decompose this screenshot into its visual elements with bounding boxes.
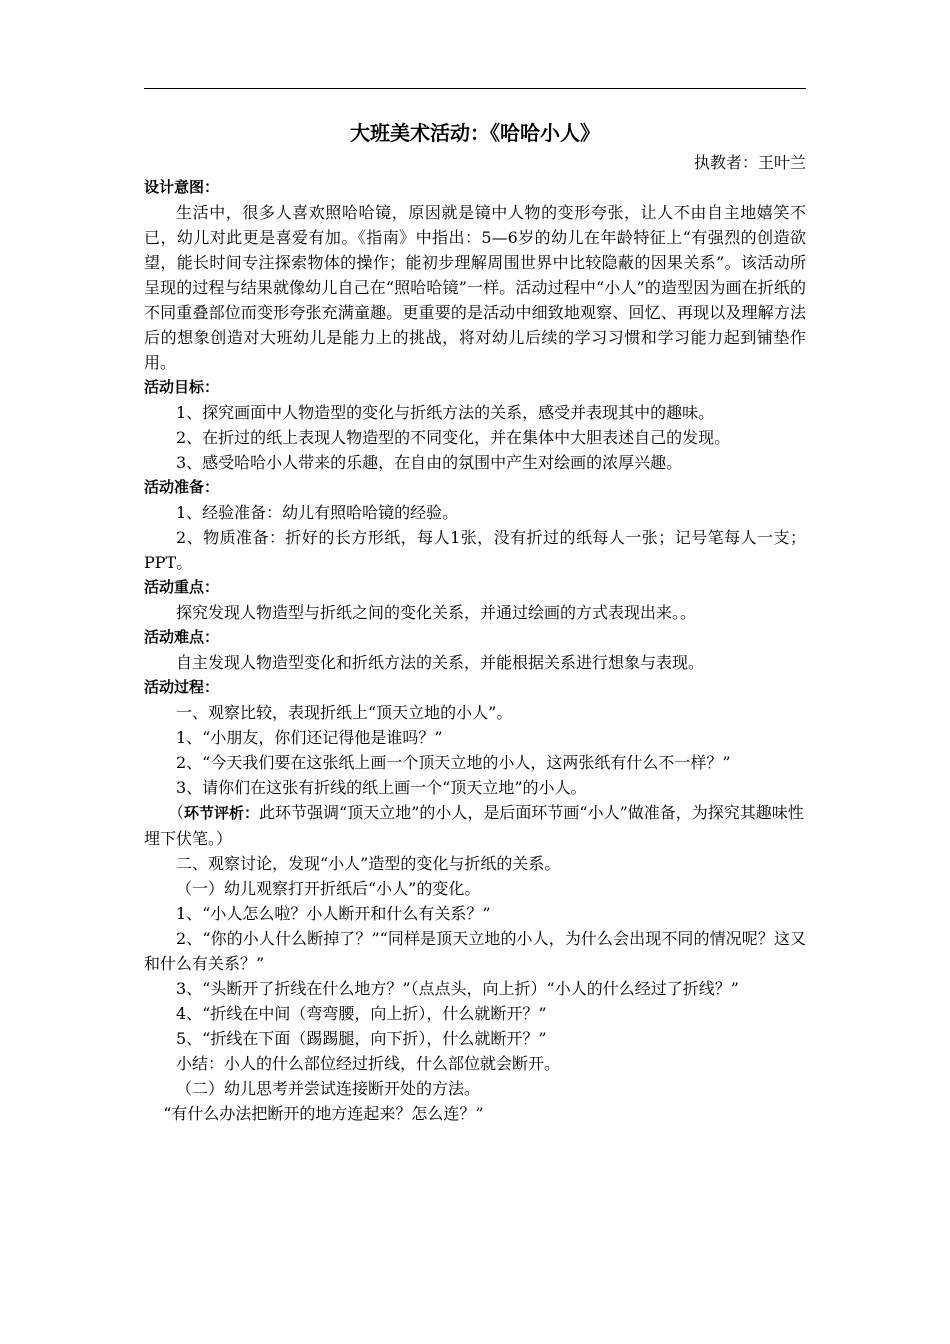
section-heading-intent: 设计意图： — [144, 178, 220, 196]
process-question: 5、“折线在下面（踢踢腿，向下折），什么就断开？” — [176, 1029, 547, 1048]
process-question: 1、“小朋友，你们还记得他是谁吗？” — [176, 728, 443, 747]
process-question: “有什么办法把断开的地方连起来？怎么连？” — [163, 1104, 484, 1123]
process-part2-title: 二、观察讨论，发现“小人”造型的变化与折纸的关系。 — [176, 854, 561, 873]
document-page — [144, 118, 806, 1126]
difficulty-paragraph: 自主发现人物造型变化和折纸方法的关系，并能根据关系进行想象与表现。 — [176, 653, 705, 672]
section-heading-process: 活动过程： — [144, 678, 220, 696]
section-heading-difficulty: 活动难点： — [144, 628, 220, 646]
intent-paragraph: 生活中，很多人喜欢照哈哈镜，原因就是镜中人物的变形夸张，让人不由自主地嬉笑不已，幼儿对此更是喜爱有加。《指南》中指出：5—6岁的幼儿在年龄特征上“有强烈的创造欲望，能长时间专注探索物体的操作；能初步理解周围世界中比较隐蔽的因果关系”。该活动所呈现的过程与结果就像幼儿自己在“照哈哈镜”一样。活动过程中“小人”的造型因为画在折纸的不同重叠部位而变形夸张充满童趣。更重要的是活动中细致地观察、回忆、再现以及理解方法后的想象创造对大班幼儿是能力上的挑战，将对幼儿后续的学习习惯和学习能力起到铺垫作用。 — [144, 203, 806, 372]
segment-comment — [144, 800, 806, 851]
process-question: 3、请你们在这张有折线的纸上画一个“顶天立地”的小人。 — [176, 778, 587, 797]
process-question: 1、“小人怎么啦？小人断开和什么有关系？” — [176, 904, 491, 923]
comment-label: 环节评析： — [184, 804, 260, 822]
process-question: 2、“你的小人什么断掉了？”“同样是顶天立地的小人，为什么会出现不同的情况呢？这又和什么有关系？” — [144, 929, 806, 973]
section-heading-prep: 活动准备： — [144, 478, 220, 496]
goal-item: 2、在折过的纸上表现人物造型的不同变化，并在集体中大胆表述自己的发现。 — [176, 428, 731, 447]
section-heading-key: 活动重点： — [144, 578, 220, 596]
process-summary: 小结：小人的什么部位经过折线，什么部位就会断开。 — [176, 1054, 561, 1073]
goal-item: 3、感受哈哈小人带来的乐趣，在自由的氛围中产生对绘画的浓厚兴趣。 — [176, 453, 683, 472]
process-question: 3、“头断开了折线在什么地方？”（点点头，向上折）“小人的什么经过了折线？” — [176, 979, 739, 998]
key-paragraph: 探究发现人物造型与折纸之间的变化关系，并通过绘画的方式表现出来。。 — [176, 603, 697, 622]
section-heading-goals: 活动目标： — [144, 378, 220, 396]
prep-item: 1、经验准备：幼儿有照哈哈镜的经验。 — [176, 503, 459, 522]
process-subsection: （二）幼儿思考并尝试连接断开处的方法。 — [176, 1079, 481, 1098]
page-title: 大班美术活动：《哈哈小人》 — [350, 121, 600, 145]
header-rule — [144, 88, 806, 89]
comment-text: 此环节强调“顶天立地”的小人，是后面环节画“小人”做准备，为探究其趣味性埋下伏笔。） — [144, 803, 804, 848]
process-question: 4、“折线在中间（弯弯腰，向上折），什么就断开？” — [176, 1004, 547, 1023]
process-question: 2、“今天我们要在这张纸上画一个顶天立地的小人，这两张纸有什么不一样？” — [176, 753, 731, 772]
prep-item: 2、物质准备：折好的长方形纸，每人1张，没有折过的纸每人一张；记号笔每人一支；PPT。 — [144, 528, 806, 572]
comment-open: （ — [168, 803, 185, 822]
author-line: 执教者：王叶兰 — [693, 153, 806, 172]
process-part1-title: 一、观察比较，表现折纸上“顶天立地的小人”。 — [176, 703, 513, 722]
goal-item: 1、探究画面中人物造型的变化与折纸方法的关系，感受并表现其中的趣味。 — [176, 403, 715, 422]
process-subsection: （一）幼儿观察打开折纸后“小人”的变化。 — [176, 879, 481, 898]
